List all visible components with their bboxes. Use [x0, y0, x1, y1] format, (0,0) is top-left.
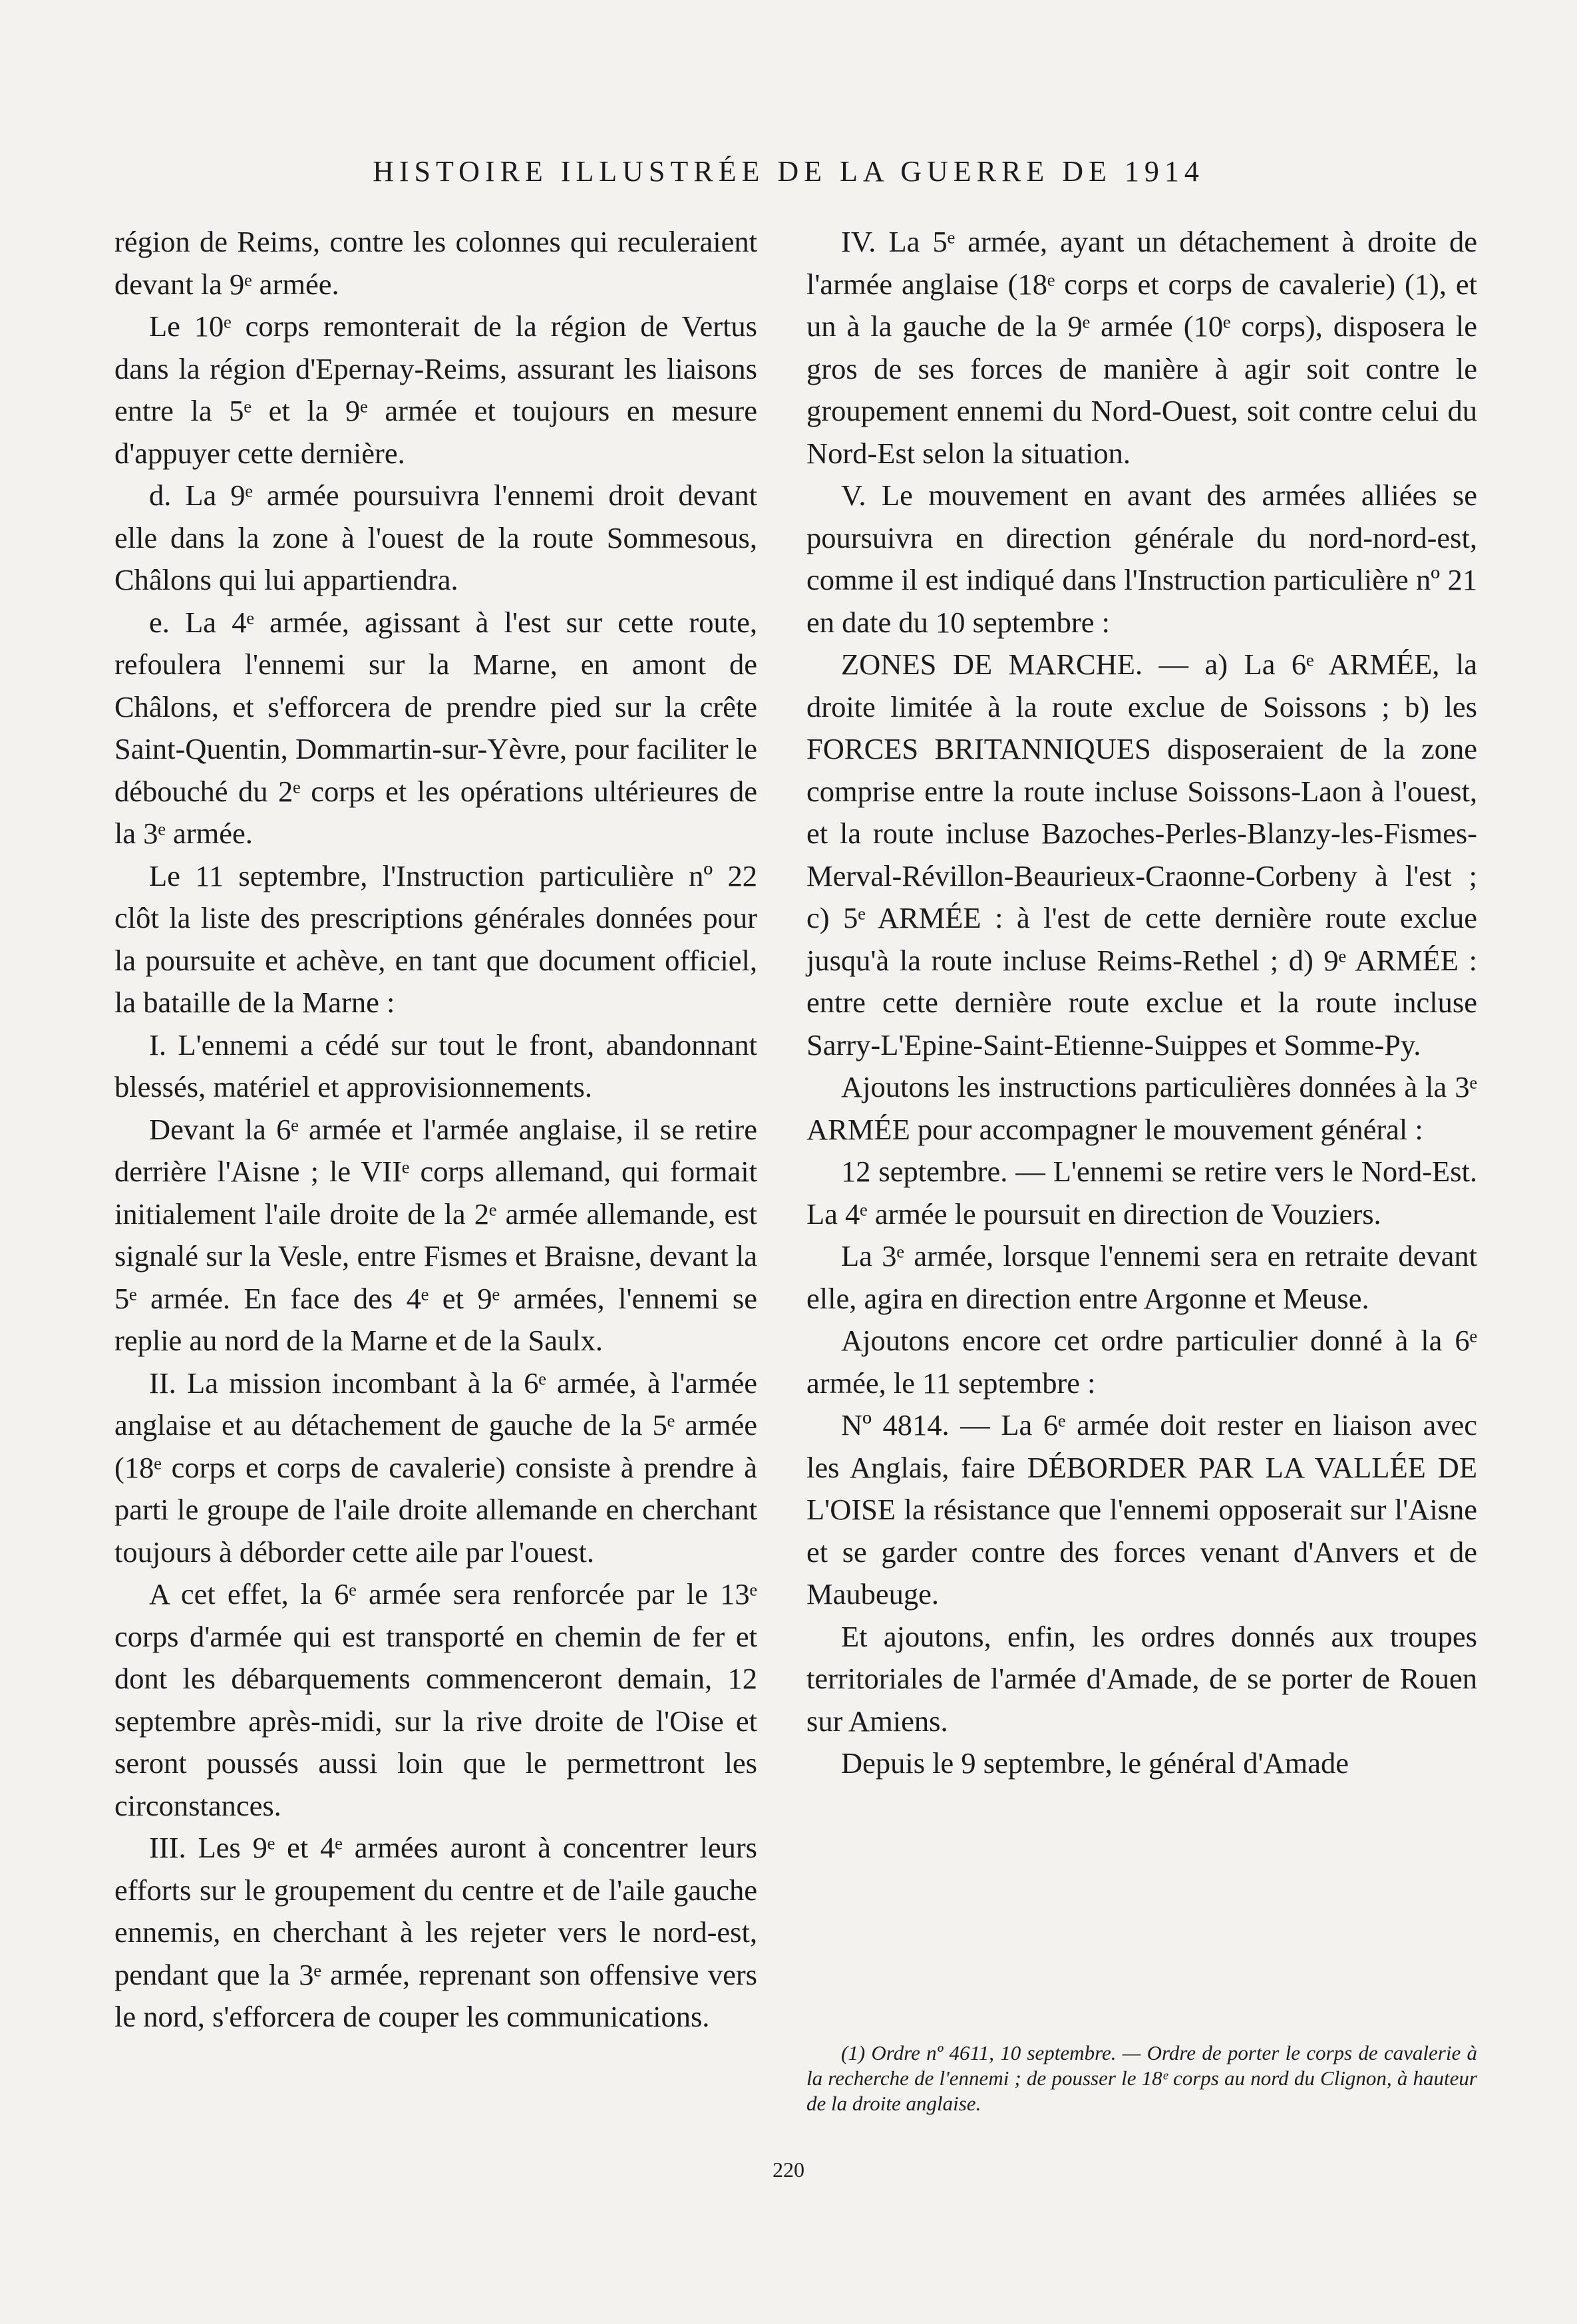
paragraph: III. Les 9ᵉ et 4ᵉ armées auront à concentrer leurs efforts sur le groupement du centre et de l'aile gauche ennemis, en cherchant à les rejeter vers le nord-est, pendant que la 3ᵉ armée, reprenant son offensive vers le nord, s'efforcera de couper les communications.: [114, 1831, 757, 2033]
paragraph: A cet effet, la 6ᵉ armée sera renforcée par le 13ᵉ corps d'armée qui est transporté en chemin de fer et dont les débarquements commenceront demain, 12 septembre après-midi, sur la rive droite de l'Oise et seront poussés aussi loin que le permettront les circonstances.: [114, 1577, 757, 1822]
paragraph: Depuis le 9 septembre, le général d'Amade: [841, 1746, 1349, 1780]
paragraph: Nº 4814. — La 6ᵉ armée doit rester en liaison avec les Anglais, faire DÉBORDER PAR LA VALLÉE DE L'OISE la résistance que l'ennemi opposerait sur l'Aisne et se garder contre des forces venant d'Anvers et de Maubeuge.: [806, 1408, 1477, 1611]
paragraph: IV. La 5ᵉ armée, ayant un détachement à droite de l'armée anglaise (18ᵉ corps et corps de cavalerie) (1), et un à la gauche de la 9ᵉ armée (10ᵉ corps), disposera le gros de ses forces de manière à agir soit contre le groupement ennemi du Nord-Ouest, soit contre celui du Nord-Est selon la situation.: [806, 225, 1477, 470]
paragraph: Et ajoutons, enfin, les ordres donnés aux troupes territoriales de l'armée d'Amade, de se porter de Rouen sur Amiens.: [806, 1619, 1477, 1738]
paragraph: La 3ᵉ armée, lorsque l'ennemi sera en retraite devant elle, agira en direction entre Argonne et Meuse.: [806, 1239, 1477, 1315]
paragraph: d. La 9ᵉ armée poursuivra l'ennemi droit devant elle dans la zone à l'ouest de la route Sommesous, Châlons qui lui appartiendra.: [114, 479, 757, 596]
paragraph: ZONES DE MARCHE. — a) La 6ᵉ ARMÉE, la droite limitée à la route exclue de Soissons ; b) les FORCES BRITANNIQUES disposeraient de la zone comprise entre la route incluse Soissons-Laon à l'ouest, et la route incluse Bazoches-Perles-Blanzy-les-Fismes-Merval-Révillon-Beaurieux-Craonne-Corbeny à l'est ; c) 5ᵉ ARMÉE : à l'est de cette dernière route exclue jusqu'à la route incluse Reims-Rethel ; d) 9ᵉ ARMÉE : entre cette dernière route exclue et la route incluse Sarry-L'Epine-Saint-Etienne-Suippes et Somme-Py.: [806, 648, 1477, 1062]
page-number: 220: [773, 2158, 804, 2182]
paragraph: V. Le mouvement en avant des armées alliées se poursuivra en direction générale du nord-nord-est, comme il est indiqué dans l'Instruction particulière nº 21 en date du 10 septembre :: [806, 479, 1477, 639]
footnote: [806, 2040, 1477, 2116]
paragraph: Le 11 septembre, l'Instruction particulière nº 22 clôt la liste des prescriptions générales données pour la poursuite et achève, en tant que document officiel, la bataille de la Marne :: [114, 859, 757, 1019]
running-header: HISTOIRE ILLUSTRÉE DE LA GUERRE DE 1914: [373, 155, 1204, 188]
paragraph: Le 10ᵉ corps remonterait de la région de Vertus dans la région d'Epernay-Reims, assurant les liaisons entre la 5ᵉ et la 9ᵉ armée et toujours en mesure d'appuyer cette dernière.: [114, 309, 757, 470]
paragraph: Ajoutons les instructions particulières données à la 3ᵉ ARMÉE pour accompagner le mouvement général :: [806, 1070, 1477, 1146]
right-column: [806, 221, 1477, 1785]
paragraph: région de Reims, contre les colonnes qui reculeraient devant la 9ᵉ armée.: [114, 225, 757, 301]
paragraph: e. La 4ᵉ armée, agissant à l'est sur cette route, refoulera l'ennemi sur la Marne, en amont de Châlons, et s'efforcera de prendre pied sur la crête Saint-Quentin, Dommartin-sur-Yèvre, pour faciliter le débouché du 2ᵉ corps et les opérations ultérieures de la 3ᵉ armée.: [114, 605, 757, 850]
footnote-text: (1) Ordre nº 4611, 10 septembre. — Ordre de porter le corps de cavalerie à la recherche de l'ennemi ; de pousser le 18ᵉ corps au nord du Clignon, à hauteur de la droite anglaise.: [806, 2041, 1477, 2115]
paragraph: I. L'ennemi a cédé sur tout le front, abandonnant blessés, matériel et approvisionnements.: [114, 1028, 757, 1103]
left-column: [114, 221, 757, 2038]
paragraph: II. La mission incombant à la 6ᵉ armée, à l'armée anglaise et au détachement de gauche de la 5ᵉ armée (18ᵉ corps et corps de cavalerie) consiste à prendre à parti le groupe de l'aile droite allemande en cherchant toujours à déborder cette aile par l'ouest.: [114, 1366, 757, 1569]
paragraph: 12 septembre. — L'ennemi se retire vers le Nord-Est. La 4ᵉ armée le poursuit en direction de Vouziers.: [806, 1155, 1477, 1231]
paragraph: Ajoutons encore cet ordre particulier donné à la 6ᵉ armée, le 11 septembre :: [806, 1324, 1477, 1400]
paragraph: Devant la 6ᵉ armée et l'armée anglaise, il se retire derrière l'Aisne ; le VIIᵉ corps allemand, qui formait initialement l'aile droite de la 2ᵉ armée allemande, est signalé sur la Vesle, entre Fismes et Braisne, devant la 5ᵉ armée. En face des 4ᵉ et 9ᵉ armées, l'ennemi se replie au nord de la Marne et de la Saulx.: [114, 1112, 757, 1357]
